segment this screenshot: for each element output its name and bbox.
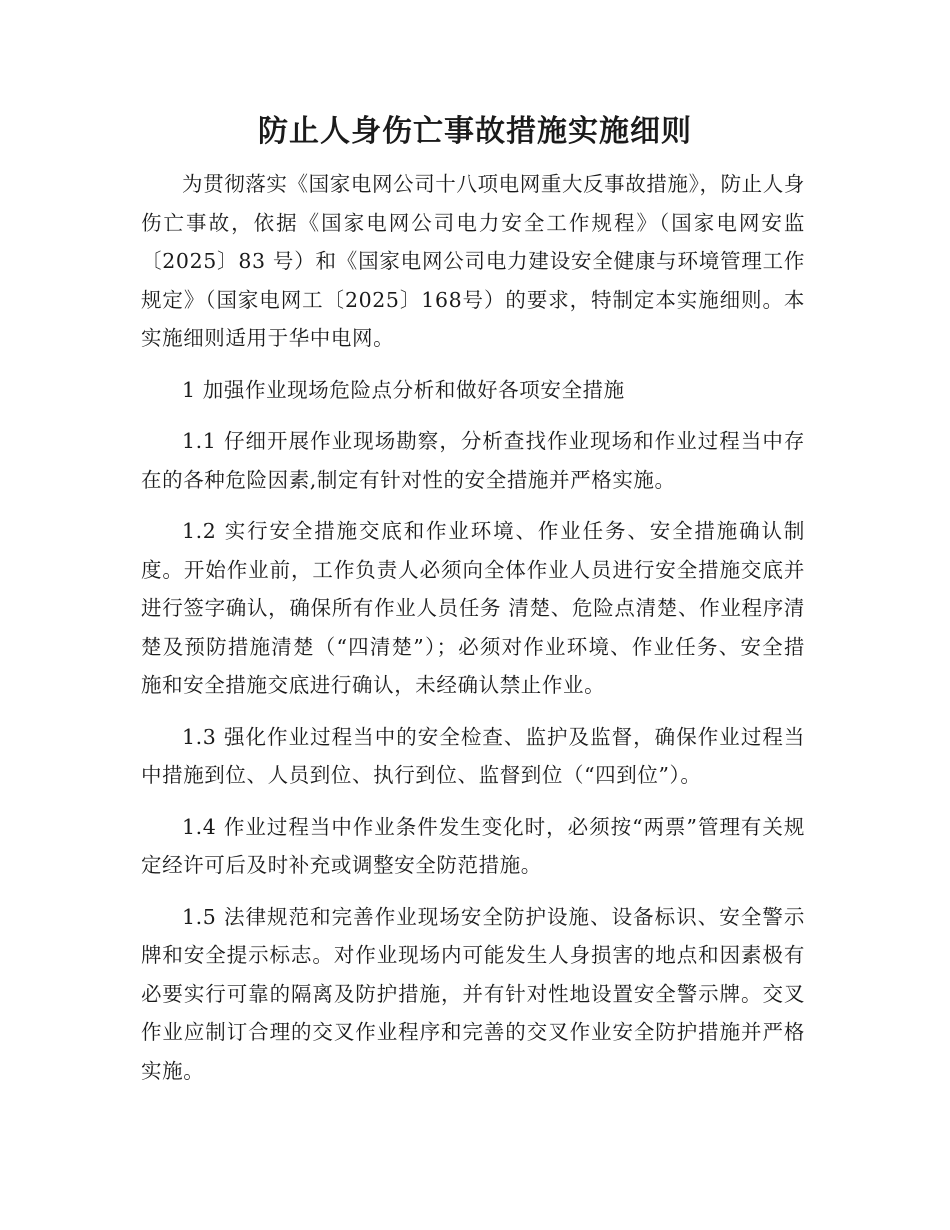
clause-1-1: 1.1 仔细开展作业现场勘察，分析查找作业现场和作业过程当中存在的各种危险因素,制定有针对性的安全措施并严格实施。 bbox=[141, 429, 805, 492]
clause-1-4: 1.4 作业过程当中作业条件发生变化时，必须按“两票”管理有关规定经许可后及时补充或调整安全防范措施。 bbox=[141, 814, 805, 877]
section-heading-1: 1 加强作业现场危险点分析和做好各项安全措施 bbox=[182, 377, 625, 402]
clause-1-5: 1.5 法律规范和完善作业现场安全防护设施、设备标识、安全警示牌和安全提示标志。对作业现场内可能发生人身损害的地点和因素极有必要实行可靠的隔离及防护措施，并有针对性地设置安全警示牌。交叉作业应制订合理的交叉作业程序和完善的交叉作业安全防护措施并严格实施。 bbox=[141, 904, 805, 1083]
clause-1-2: 1.2 实行安全措施交底和作业环境、作业任务、安全措施确认制度。开始作业前，工作负责人必须向全体作业人员进行安全措施交底并进行签字确认，确保所有作业人员任务 清楚、危险点清楚、作业程序清楚及预防措施清楚（“四清楚”）；必须对作业环境、作业任务、安全措施和安全措施交底进行确认，未经确认禁止作业。 bbox=[141, 519, 805, 697]
document-title: 防止人身伤亡事故措施实施细则 bbox=[258, 114, 692, 149]
document-body bbox=[141, 165, 805, 1090]
intro-paragraph: 为贯彻落实《国家电网公司十八项电网重大反事故措施》，防止人身伤亡事故，依据《国家电网公司电力安全工作规程》（国家电网安监〔2025〕83 号）和《国家电网公司电力建设安全健康与环境管理工作规定》（国家电网工〔2025〕168号）的要求，特制定本实施细则。本实施细则适用于华中电网。 bbox=[141, 172, 805, 350]
clause-1-3: 1.3 强化作业过程当中的安全检查、监护及监督，确保作业过程当中措施到位、人员到位、执行到位、监督到位（“四到位”）。 bbox=[141, 724, 805, 787]
